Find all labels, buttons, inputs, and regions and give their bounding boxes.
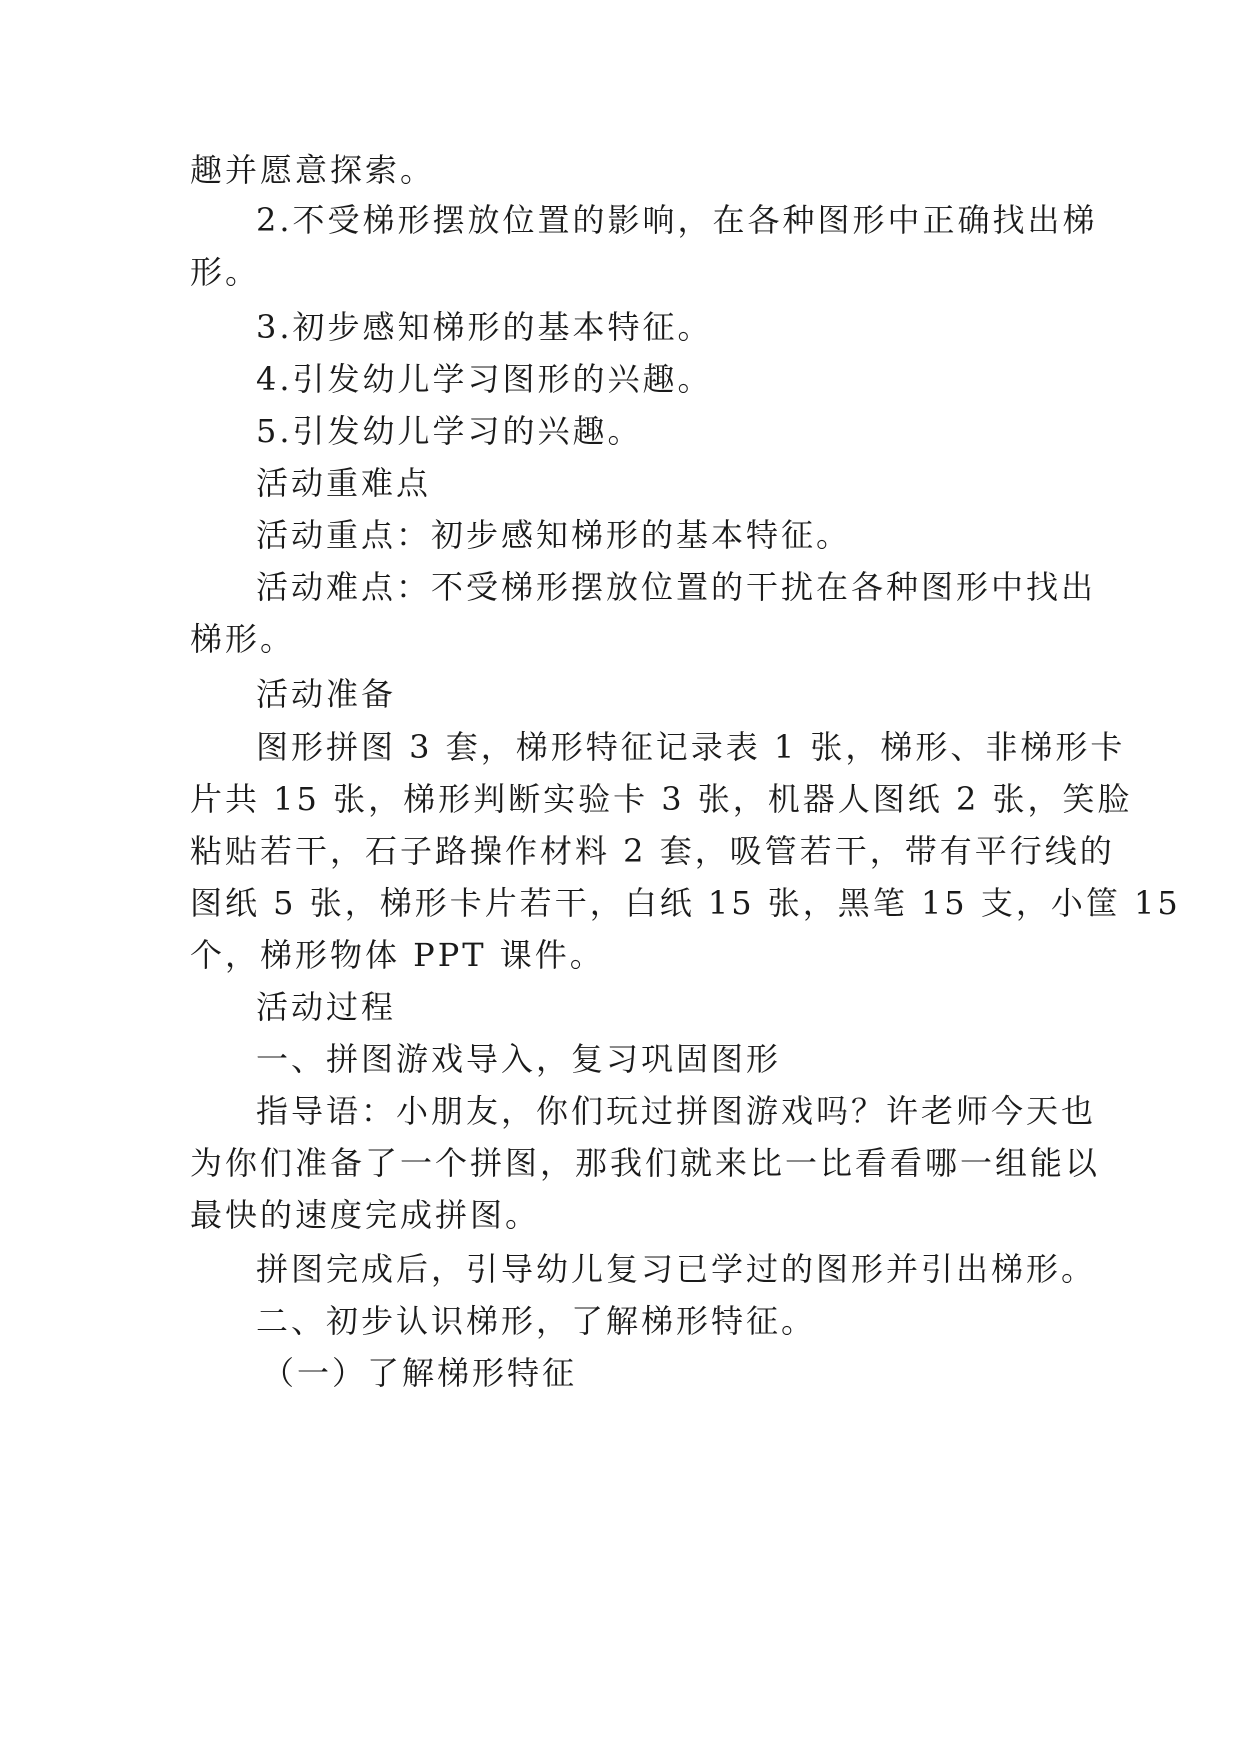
preparation-paragraph-line: 粘贴若干，石子路操作材料 2 套，吸管若干，带有平行线的	[190, 832, 1115, 870]
objective-item-2: 2.不受梯形摆放位置的影响，在各种图形中正确找出梯	[256, 201, 1098, 239]
subheading-step-1: 一、拼图游戏导入，复习巩固图形	[256, 1040, 782, 1078]
objective-item-4: 4.引发幼儿学习图形的兴趣。	[256, 360, 713, 398]
preparation-paragraph-line: 图形拼图 3 套，梯形特征记录表 1 张，梯形、非梯形卡	[256, 728, 1126, 766]
preparation-paragraph-line: 个，梯形物体 PPT 课件。	[190, 936, 605, 974]
section-heading-process: 活动过程	[256, 988, 397, 1026]
guidance-paragraph-line: 为你们准备了一个拼图，那我们就来比一比看看哪一组能以	[190, 1144, 1101, 1182]
key-point-line: 活动重点：初步感知梯形的基本特征。	[256, 516, 852, 554]
objective-item-3: 3.初步感知梯形的基本特征。	[256, 308, 713, 346]
guidance-paragraph-line: 最快的速度完成拼图。	[190, 1196, 541, 1234]
preparation-paragraph-line: 图纸 5 张，梯形卡片若干，白纸 15 张，黑笔 15 支，小筐 15	[190, 884, 1181, 922]
preparation-paragraph-line: 片共 15 张，梯形判断实验卡 3 张，机器人图纸 2 张，笑脸	[190, 780, 1133, 818]
section-heading-key-points: 活动重难点	[256, 464, 432, 502]
text-line: 拼图完成后，引导幼儿复习已学过的图形并引出梯形。	[256, 1250, 1097, 1288]
section-heading-preparation: 活动准备	[256, 675, 397, 713]
difficulty-line: 活动难点：不受梯形摆放位置的干扰在各种图形中找出	[256, 568, 1097, 606]
subheading-step-2-1: （一）了解梯形特征	[262, 1354, 578, 1392]
objective-item-5: 5.引发幼儿学习的兴趣。	[256, 412, 643, 450]
subheading-step-2: 二、初步认识梯形，了解梯形特征。	[256, 1302, 817, 1340]
text-line: 趣并愿意探索。	[190, 151, 436, 189]
text-line: 梯形。	[190, 620, 296, 658]
guidance-paragraph-line: 指导语：小朋友，你们玩过拼图游戏吗？许老师今天也	[256, 1092, 1097, 1130]
text-line: 形。	[190, 253, 261, 291]
